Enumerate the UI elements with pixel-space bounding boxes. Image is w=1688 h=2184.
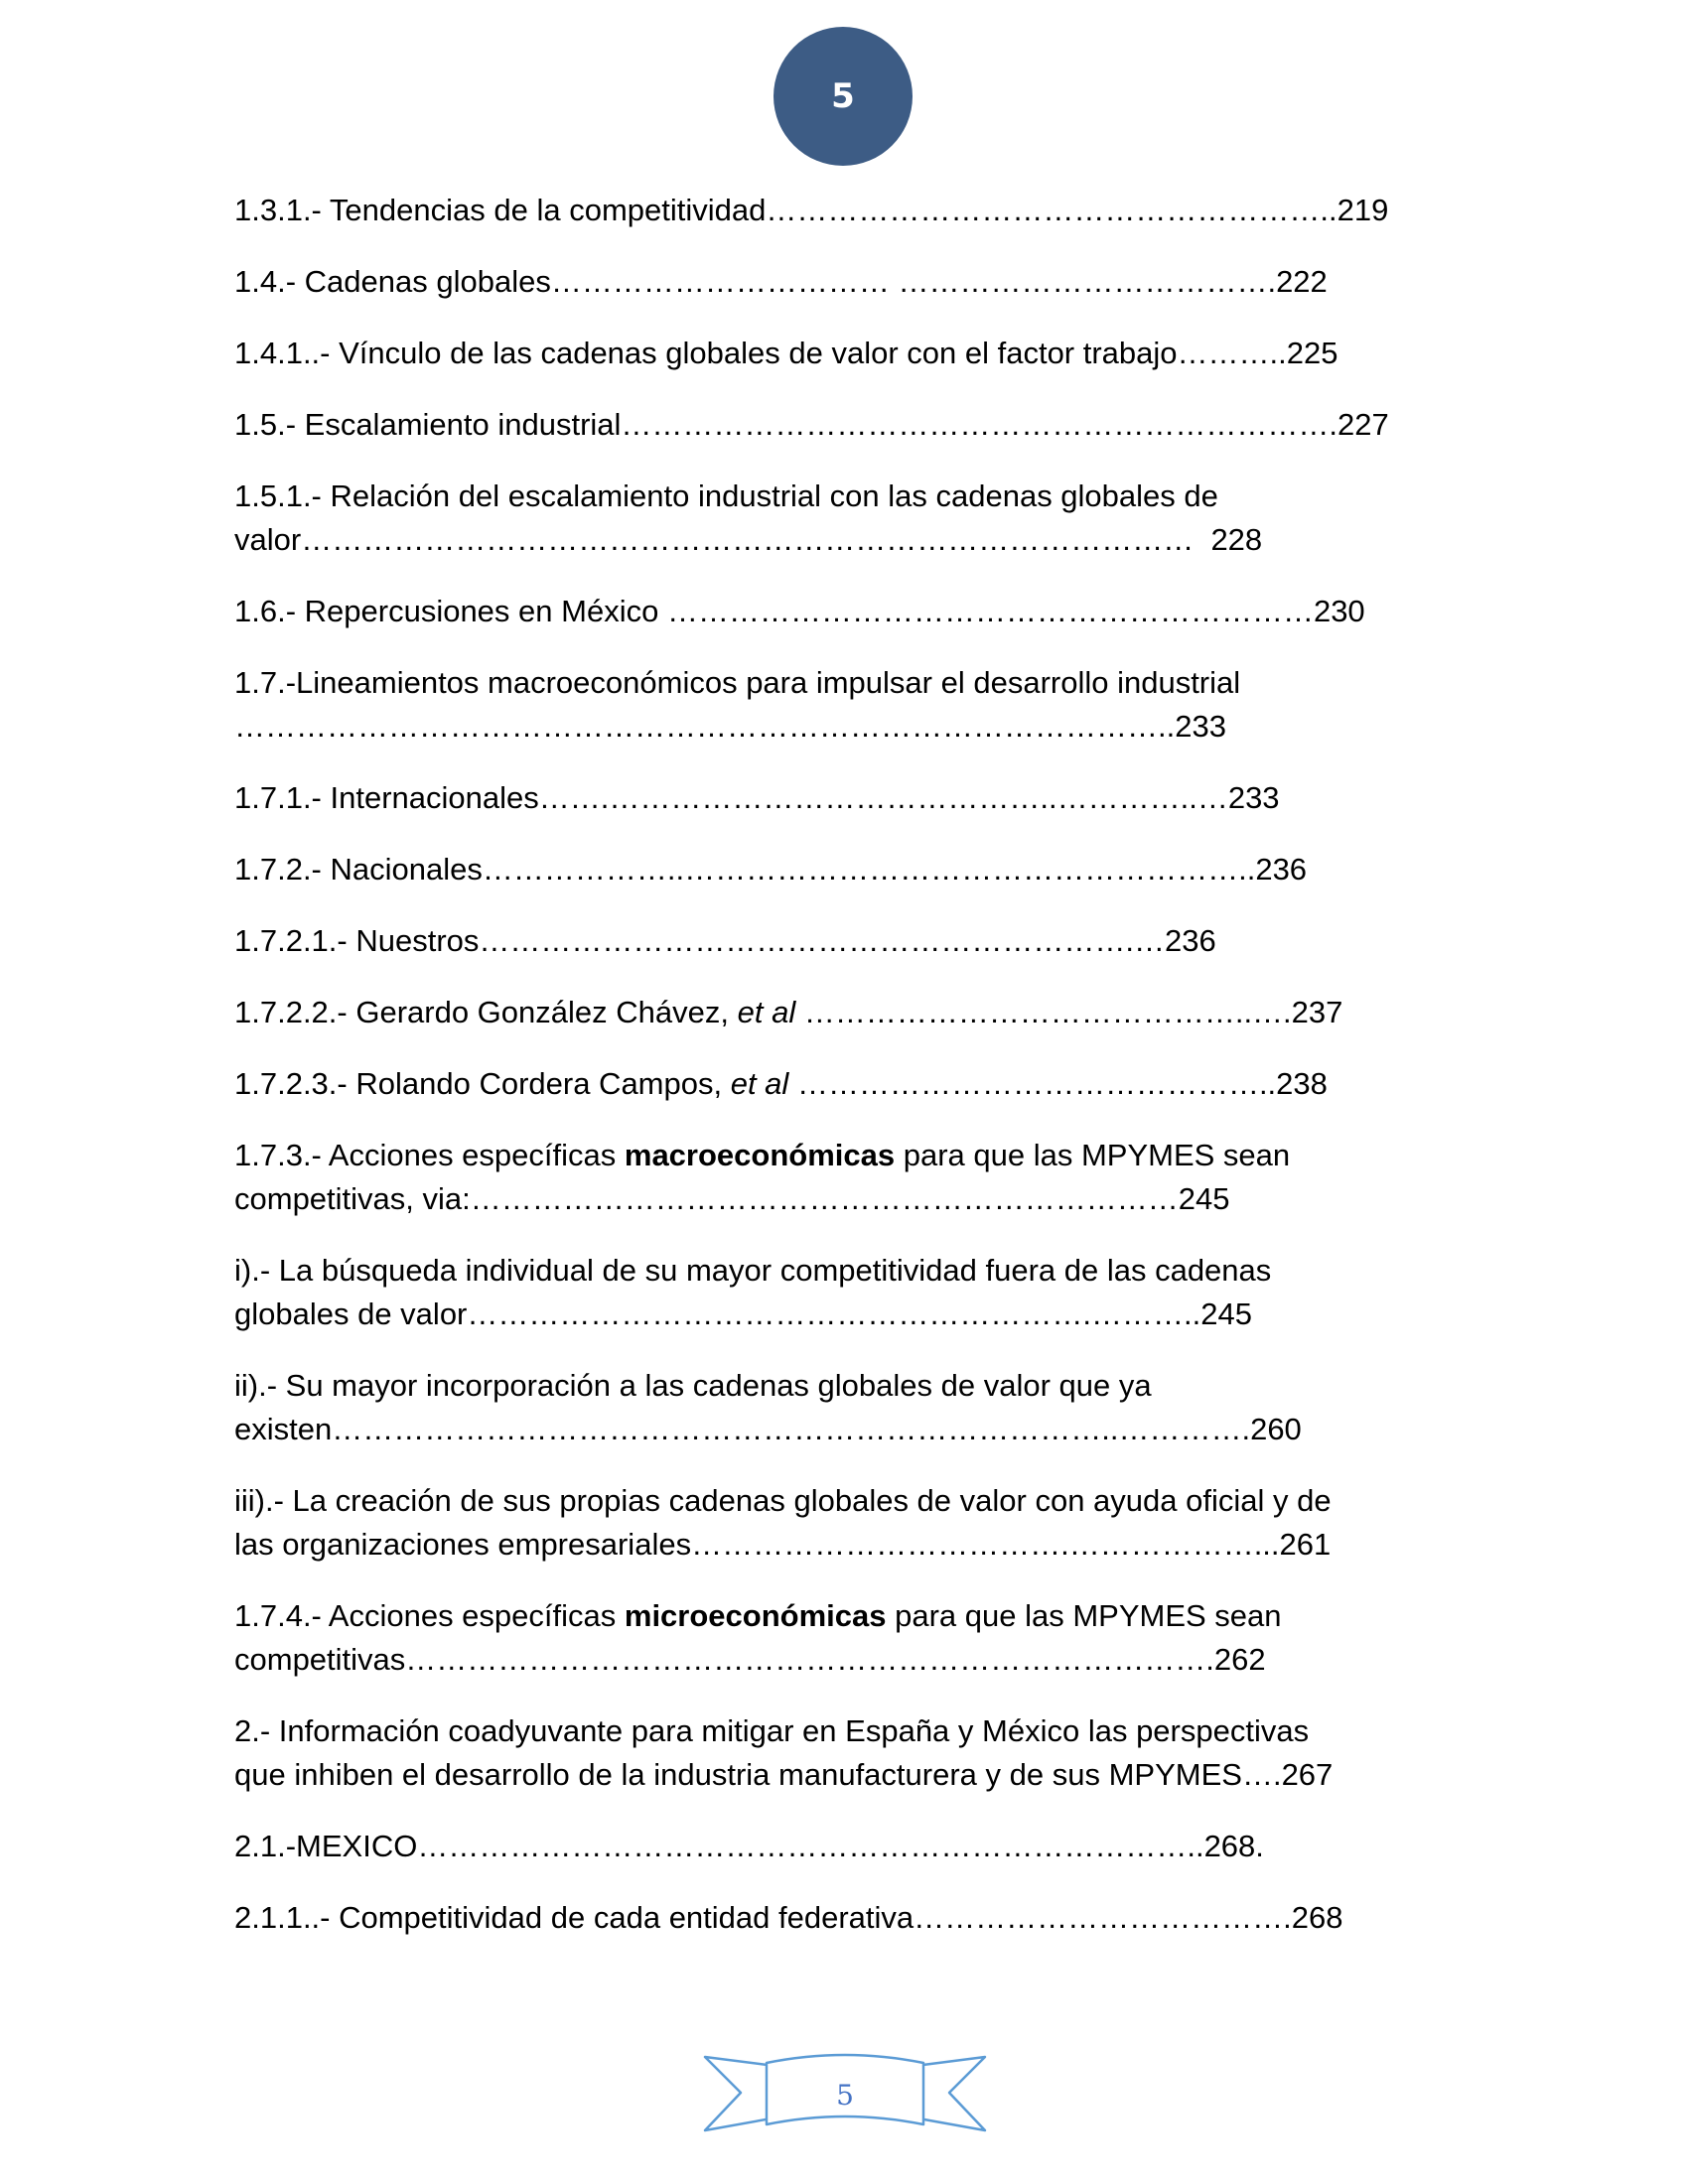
toc-entry[interactable] — [234, 1062, 1452, 1106]
toc-page: .262 — [1205, 1642, 1266, 1677]
toc-page: 233 — [1175, 709, 1226, 744]
toc-label-italic: et al — [737, 995, 796, 1029]
toc-page: 245 — [1200, 1297, 1252, 1331]
toc-label: 1.7.4.- Acciones específicas — [234, 1598, 625, 1633]
footer-page-number: 5 — [836, 2078, 854, 2112]
toc-label: 1.7.2.2.- Gerardo González Chávez, — [234, 995, 738, 1029]
toc-label-line2: las organizaciones empresariales — [234, 1527, 692, 1562]
toc-page: .222 — [1267, 264, 1328, 299]
toc-label-line2: competitivas — [234, 1642, 406, 1677]
toc-leader: ……………………………………………………….… — [479, 923, 1166, 958]
toc-label: 1.7.2.3.- Rolando Cordera Campos, — [234, 1066, 731, 1101]
toc-entry[interactable] — [234, 1249, 1452, 1336]
toc-entry[interactable] — [234, 403, 1452, 447]
toc-page: 245 — [1178, 1181, 1230, 1216]
toc-label: 1.7.2.1.- Nuestros — [234, 923, 480, 958]
toc-entry[interactable] — [234, 1825, 1452, 1868]
table-of-contents — [234, 189, 1452, 1968]
toc-label: iii).- La creación de sus propias cadenas globales de valor con ayuda oficial y de — [234, 1483, 1332, 1518]
toc-entry[interactable] — [234, 260, 1452, 304]
toc-entry[interactable] — [234, 1134, 1452, 1221]
toc-label: 1.4.1..- Vínculo de las cadenas globales de valor con el factor trabajo — [234, 336, 1178, 370]
toc-entry[interactable] — [234, 661, 1452, 749]
toc-label-bold: macroeconómicas — [624, 1138, 896, 1172]
toc-page: 268 — [1291, 1900, 1343, 1935]
toc-label: 1.7.2.- Nacionales — [234, 852, 483, 887]
toc-leader: ……………………………….………………... — [691, 1527, 1280, 1562]
toc-page: 236 — [1165, 923, 1216, 958]
toc-label: 2.1.-MEXICO — [234, 1829, 418, 1863]
toc-leader: …….……………………………………..…………..… — [538, 780, 1228, 815]
toc-leader: ……………………………………………….. — [766, 193, 1337, 227]
toc-leader: ………………..……………………………………………….. — [482, 852, 1256, 887]
toc-page: 236 — [1255, 852, 1308, 887]
toc-leader: …………………………… ……………………………… — [550, 264, 1268, 299]
toc-label: 1.5.1.- Relación del escalamiento industrial con las cadenas globales de — [234, 478, 1218, 513]
toc-label-line2: globales de valor — [234, 1297, 468, 1331]
toc-label-line2: competitivas, via: — [234, 1181, 471, 1216]
toc-page: 237 — [1291, 995, 1343, 1029]
toc-entry[interactable] — [234, 1709, 1452, 1797]
toc-entry[interactable] — [234, 991, 1452, 1034]
toc-leader: ……………………………………….. — [788, 1066, 1277, 1101]
toc-label-line2: valor — [234, 522, 302, 557]
toc-label: 1.5.- Escalamiento industrial — [234, 407, 622, 442]
toc-entry[interactable] — [234, 1364, 1452, 1451]
toc-label-bold: microeconómicas — [624, 1598, 887, 1633]
toc-label: 1.7.-Lineamientos macroeconómicos para impulsar el desarrollo industrial — [234, 665, 1241, 700]
toc-label: 1.3.1.- Tendencias de la competitividad — [234, 193, 767, 227]
toc-leader: …………………………………………………………………………… — [301, 522, 1195, 557]
toc-page: .227 — [1329, 407, 1389, 442]
toc-leader: …………………………………………………………………… — [405, 1642, 1206, 1677]
toc-label-line2: existen — [234, 1412, 333, 1446]
toc-leader: ……………………………………..…. — [795, 995, 1292, 1029]
toc-leader: …………………………………………………….……….. — [467, 1297, 1201, 1331]
toc-page: 267 — [1281, 1757, 1334, 1792]
toc-leader: …………………………………………………………………..…………. — [332, 1412, 1251, 1446]
toc-page: 233 — [1227, 780, 1280, 815]
toc-label: 1.6.- Repercusiones en México — [234, 594, 659, 628]
toc-leader: …………………………………………………………… — [621, 407, 1330, 442]
toc-page: 268. — [1203, 1829, 1264, 1863]
page-number-badge: 5 — [774, 27, 913, 166]
toc-label: 1.7.3.- Acciones específicas — [234, 1138, 625, 1172]
toc-entry[interactable] — [234, 1896, 1452, 1940]
toc-page: 219 — [1336, 193, 1389, 227]
toc-entry[interactable] — [234, 590, 1452, 633]
toc-label: 2.1.1..- Competitividad de cada entidad federativa — [234, 1900, 914, 1935]
toc-label: 1.4.- Cadenas globales — [234, 264, 551, 299]
toc-leader: ……… — [1177, 336, 1270, 370]
toc-leader: ………………………………. — [914, 1900, 1292, 1935]
toc-entry[interactable] — [234, 848, 1452, 891]
toc-leader: ……………………………………………………… — [658, 594, 1314, 628]
toc-page: 230 — [1313, 594, 1365, 628]
toc-label: ii).- Su mayor incorporación a las cadenas globales de valor que ya — [234, 1368, 1152, 1403]
toc-page: ..225 — [1269, 336, 1338, 370]
toc-label-post: para que las MPYMES sean — [895, 1138, 1291, 1172]
toc-page: 260 — [1250, 1412, 1302, 1446]
toc-label-line2: que inhiben el desarrollo de la industria manufacturera y de sus MPYMES — [234, 1757, 1242, 1792]
toc-entry[interactable] — [234, 776, 1452, 820]
toc-entry[interactable] — [234, 475, 1452, 562]
toc-label: 2.- Información coadyuvante para mitigar en España y México las perspectivas — [234, 1713, 1310, 1748]
toc-leader: ………………………………………………………………….. — [417, 1829, 1204, 1863]
toc-label-italic: et al — [730, 1066, 789, 1101]
toc-entry[interactable] — [234, 1594, 1452, 1682]
toc-entry[interactable] — [234, 1479, 1452, 1567]
toc-label: i).- La búsqueda individual de su mayor competitividad fuera de las cadenas — [234, 1253, 1272, 1288]
toc-page: 261 — [1279, 1527, 1332, 1562]
toc-leader: ……………………………………………………………………………….. — [234, 709, 1176, 744]
toc-page: 228 — [1210, 522, 1263, 557]
toc-entry[interactable] — [234, 332, 1452, 375]
toc-entry[interactable] — [234, 919, 1452, 963]
toc-label-post: para que las MPYMES sean — [886, 1598, 1282, 1633]
toc-entry[interactable] — [234, 189, 1452, 232]
toc-page: 238 — [1276, 1066, 1328, 1101]
toc-leader: …………………………………………………………… — [470, 1181, 1179, 1216]
toc-leader: …. — [1241, 1757, 1282, 1792]
toc-label: 1.7.1.- Internacionales — [234, 780, 539, 815]
